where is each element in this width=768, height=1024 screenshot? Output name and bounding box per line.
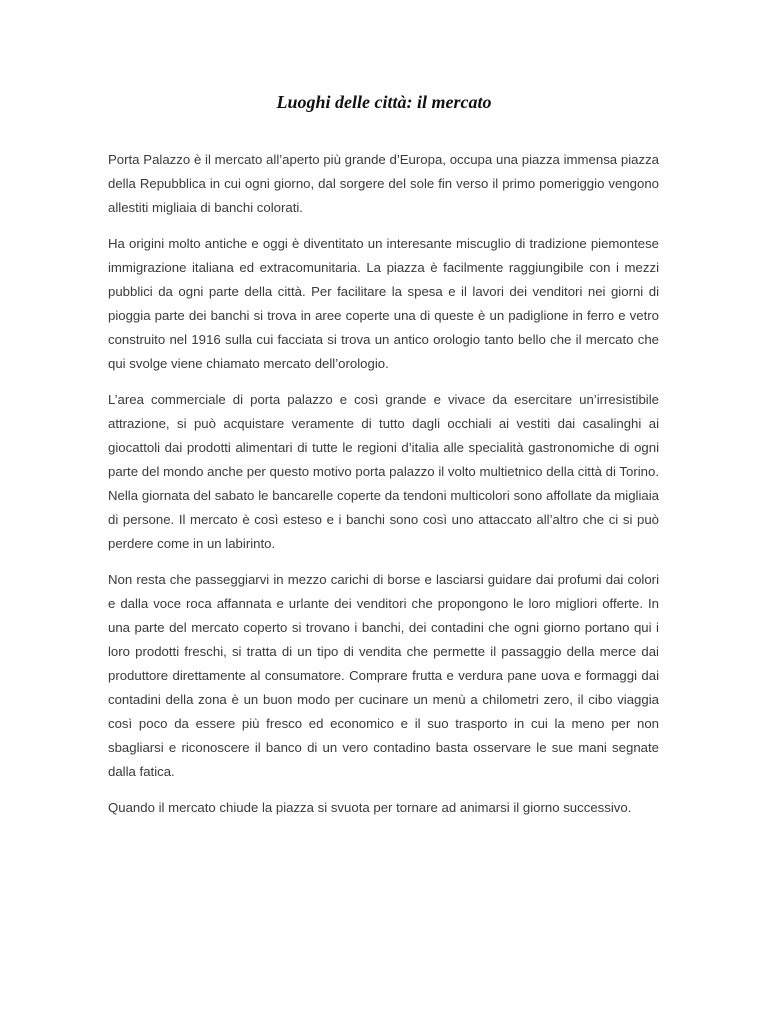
paragraph-2: Ha origini molto antiche e oggi è diventitato un interesante miscuglio di tradizione piemontese immigrazione italiana ed extracomunitaria. La piazza è facilmente raggiungibile con i mezzi pubblici da ogni parte della città. Per facilitare la spesa e il lavori dei venditori nei giorni di pioggia parte dei banchi si trova in aree coperte una di queste è un padiglione in ferro e vetro construito nel 1916 sulla cui facciata si trova un antico orologio tanto bello che il mercato che qui svolge viene chiamato mercato dell’orologio. [108, 236, 659, 371]
paragraph-4: Non resta che passeggiarvi in mezzo carichi di borse e lasciarsi guidare dai profumi dai colori e dalla voce roca affannata e urlante dei venditori che propongono le loro migliori offerte. In una parte del mercato coperto si trovano i banchi, dei contadini che ogni giorno portano qui i loro prodotti freschi, si tratta di un tipo di vendita che permette il passaggio della merce dai produttore direttamente al consumatore. Comprare frutta e verdura pane uova e formaggi dai contadini della zona è un buon modo per cucinare un menù a chilometri zero, il cibo viaggia così poco da essere più fresco ed economico e il suo trasporto in cui la meno per non sbagliarsi e riconoscere il banco di un vero contadino basta osservare le sue mani segnate dalla fatica. [108, 572, 659, 779]
document-body [108, 148, 659, 832]
paragraph-3: L’area commerciale di porta palazzo e così grande e vivace da esercitare un’irresistibile attrazione, si può acquistare veramente di tutto dagli occhiali ai vestiti dai casalinghi ai giocattoli dai prodotti alimentari di tutte le regioni d’italia alle specialità gastronomiche di ogni parte del mondo anche per questo motivo porta palazzo il volto multietnico della città di Torino. Nella giornata del sabato le bancarelle coperte da tendoni multicolori sono affollate da migliaia di persone. Il mercato è così esteso e i banchi sono così uno attaccato all’altro che ci si può perdere come in un labirinto. [108, 392, 659, 551]
paragraph-1: Porta Palazzo è il mercato all’aperto più grande d’Europa, occupa una piazza immensa piazza della Repubblica in cui ogni giorno, dal sorgere del sole fin verso il primo pomeriggio vengono allestiti migliaia di banchi colorati. [108, 152, 659, 215]
document-title: Luoghi delle città: il mercato [276, 92, 492, 112]
paragraph-5: Quando il mercato chiude la piazza si svuota per tornare ad animarsi il giorno successivo. [108, 800, 632, 815]
